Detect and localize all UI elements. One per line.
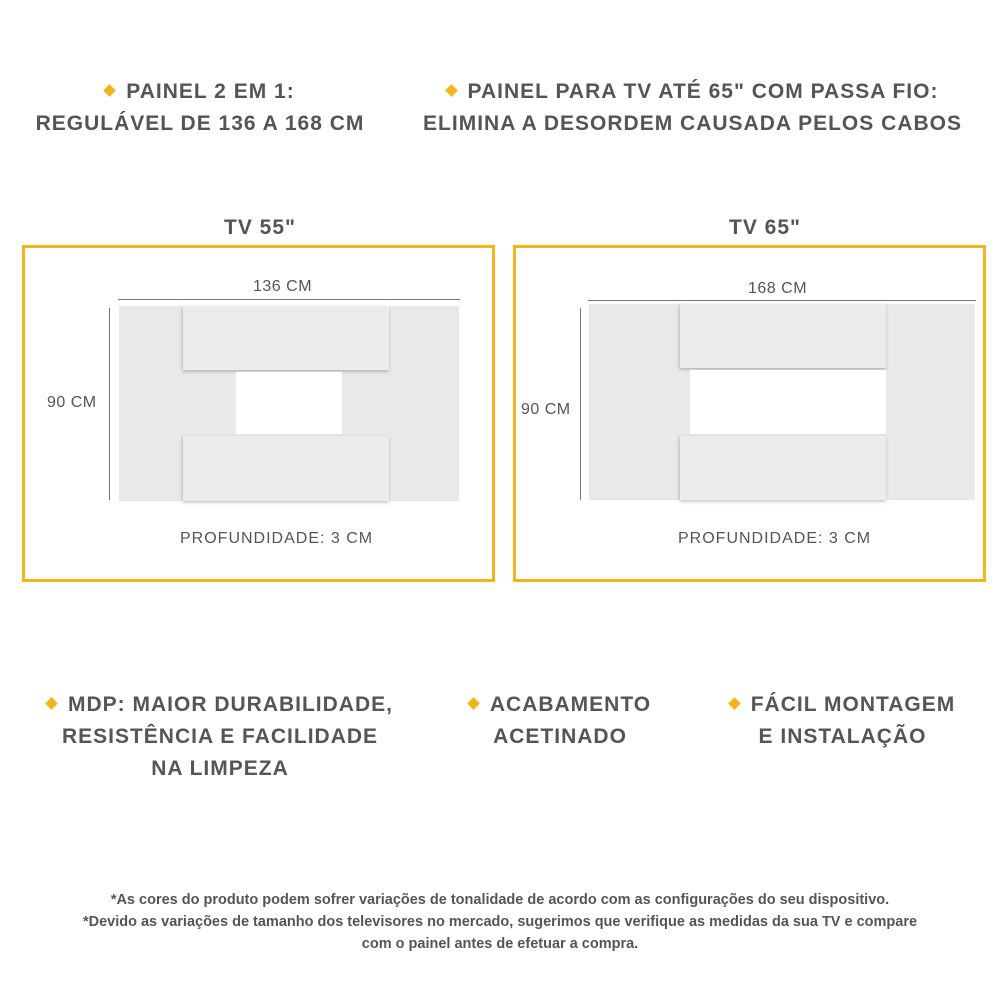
width-dimension-line bbox=[588, 300, 976, 301]
feature-line: FÁCIL MONTAGEM bbox=[750, 693, 956, 716]
height-dimension-line bbox=[109, 308, 110, 500]
diagram-title-tv55: TV 55" bbox=[224, 216, 296, 239]
tv-panel-illustration bbox=[589, 304, 975, 500]
diamond-bullet-icon bbox=[467, 697, 480, 710]
feature-line: NA LIMPEZA bbox=[151, 757, 289, 780]
width-dimension-line bbox=[118, 299, 460, 300]
height-label: 90 CM bbox=[521, 401, 571, 418]
diamond-bullet-icon bbox=[445, 84, 458, 97]
height-dimension-line bbox=[580, 308, 581, 500]
feature-finish bbox=[445, 689, 675, 753]
feature-line: ACABAMENTO bbox=[489, 693, 652, 716]
feature-line: PAINEL 2 EM 1: bbox=[126, 80, 295, 103]
footnote-line: com o painel antes de efetuar a compra. bbox=[361, 936, 639, 952]
feature-mdp bbox=[20, 689, 420, 785]
diamond-bullet-icon bbox=[45, 697, 58, 710]
feature-cable-pass bbox=[400, 76, 985, 140]
feature-assembly bbox=[705, 689, 980, 753]
diagram-title-tv65: TV 65" bbox=[729, 216, 801, 239]
panel-lower-module bbox=[183, 436, 389, 501]
disclaimer-footnote bbox=[0, 889, 1000, 955]
feature-line: MDP: MAIOR DURABILIDADE, bbox=[68, 693, 393, 716]
feature-panel-2in1 bbox=[20, 76, 380, 140]
width-label: 168 CM bbox=[748, 280, 808, 297]
footnote-line: *As cores do produto podem sofrer variações de tonalidade de acordo com as configurações do seu dispositivo. bbox=[110, 892, 890, 908]
feature-line: ACETINADO bbox=[493, 725, 627, 748]
diamond-bullet-icon bbox=[728, 697, 741, 710]
feature-line: REGULÁVEL DE 136 A 168 CM bbox=[35, 112, 365, 135]
diamond-bullet-icon bbox=[103, 84, 116, 97]
feature-line: RESISTÊNCIA E FACILIDADE bbox=[61, 725, 379, 748]
height-label: 90 CM bbox=[47, 394, 97, 411]
feature-line: E INSTALAÇÃO bbox=[758, 725, 927, 748]
panel-upper-module bbox=[680, 304, 886, 368]
footnote-line: *Devido as variações de tamanho dos televisores no mercado, sugerimos que verifique as medidas da sua TV e compare bbox=[82, 914, 918, 930]
feature-line: ELIMINA A DESORDEM CAUSADA PELOS CABOS bbox=[423, 112, 962, 135]
panel-upper-module bbox=[183, 306, 389, 370]
panel-cable-opening bbox=[690, 370, 886, 434]
panel-lower-module bbox=[680, 436, 886, 500]
depth-label: PROFUNDIDADE: 3 CM bbox=[678, 530, 872, 547]
depth-label: PROFUNDIDADE: 3 CM bbox=[180, 530, 374, 547]
panel-cable-opening bbox=[236, 372, 342, 434]
feature-line: PAINEL PARA TV ATÉ 65" COM PASSA FIO: bbox=[467, 80, 939, 103]
width-label: 136 CM bbox=[253, 278, 313, 295]
tv-panel-illustration bbox=[119, 306, 459, 501]
